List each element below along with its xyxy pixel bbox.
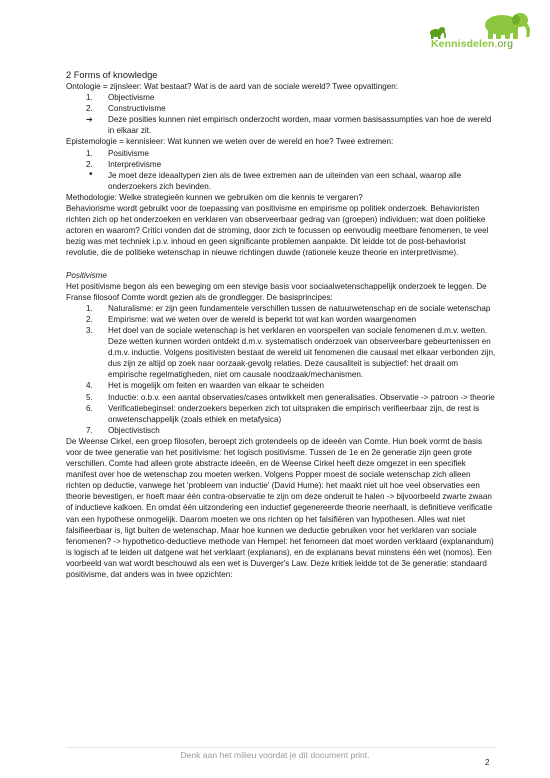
list-item-text: Objectivistisch xyxy=(108,425,160,435)
kennisdelen-logo xyxy=(418,12,536,56)
logo-brand-text: Kennisdelen xyxy=(431,38,495,50)
list-item-text: Positivisme xyxy=(108,148,149,158)
list-item xyxy=(66,114,496,136)
epistemologie-intro: Epistemologie = kennisleer: Wat kunnen we weten over de wereld en hoe? Twee extremen: xyxy=(66,137,394,147)
section-heading: 2 Forms of knowledge xyxy=(66,70,158,80)
list-item-text: Deze posities kunnen niet empirisch onderzocht worden, maar vormen basisassumpties van hoe de wereld in elkaar zit. xyxy=(108,115,492,136)
logo-brand-suffix: .org xyxy=(494,38,514,50)
list-marker: 4. xyxy=(86,381,93,391)
list-marker: 2. xyxy=(86,159,93,169)
list-item xyxy=(66,403,496,425)
document-body xyxy=(66,69,496,580)
list-item xyxy=(66,314,496,325)
list-item xyxy=(66,92,496,103)
list-marker: 1. xyxy=(86,148,93,158)
list-marker: 1. xyxy=(86,303,93,313)
list-marker: 3. xyxy=(86,325,93,335)
list-item-text: Verificatiebeginsel: onderzoekers beperken zich tot uitspraken die empirisch verifieerbaar zijn, de rest is onwetenschappelijk (zoals ethiek en metafysica) xyxy=(108,403,480,424)
list-item xyxy=(66,103,496,114)
list-marker: 7. xyxy=(86,425,93,435)
list-item-text: Interpretivisme xyxy=(108,159,162,169)
list-item-text: Je moet deze ideaaltypen zien als de twee extremen aan de uiteinden van een schaal, waarop alle onderzoekers zich bevinden. xyxy=(108,170,462,191)
arrow-icon: ➔ xyxy=(86,115,93,125)
list-item xyxy=(66,159,496,170)
list-item xyxy=(66,170,496,192)
page-number: 2 xyxy=(485,758,490,767)
methodologie-intro: Methodologie: Welke strategieën kunnen we gebruiken om die kennis te vergaren? xyxy=(66,192,363,202)
logo-wordmark xyxy=(431,38,513,50)
paragraph-gap xyxy=(66,259,496,270)
list-item-text: Naturalisme: er zijn geen fundamentele verschillen tussen de natuurwetenschap en de sociale wetenschap xyxy=(108,303,491,313)
list-item-text: Empirisme: wat we weten over de wereld is beperkt tot wat kan worden waargenomen xyxy=(108,314,417,324)
footer-divider xyxy=(66,747,496,748)
list-item-text: Inductie: o.b.v. een aantal observaties/cases ontwikkelt men generalisaties. Observatie -> patroon -> theorie xyxy=(108,392,495,402)
list-item-text: Het is mogelijk om feiten en waarden van elkaar te scheiden xyxy=(108,381,324,391)
list-item xyxy=(66,380,496,391)
positivisme-list xyxy=(66,303,496,436)
list-item-text: Het doel van de sociale wetenschap is het verklaren en voorspellen van sociale fenomenen d.m.v. wetten. Deze wetten kunnen worden ontdekt d.m.v. systematisch onderzoek van observeerbare gebeurtenissen en d.m.v. inductie. Volgens positivisten bestaat de wereld uit fenomenen die causaal met elkaar verbonden zijn, dus zijn ze altijd op zoek naar oorzaak-gevolg relaties. Deze causaliteit is subjectief: het draait om empirische regelmatigheden, niet om causale noodzaak/mechanismen. xyxy=(108,325,496,380)
list-marker: 6. xyxy=(86,403,93,413)
epistemologie-list xyxy=(66,148,496,192)
list-item xyxy=(66,303,496,314)
positivisme-subheading: Positivisme xyxy=(66,270,107,280)
list-marker: 2. xyxy=(86,104,93,114)
list-item xyxy=(66,392,496,403)
methodologie-body: Behaviorisme wordt gebruikt voor de toepassing van positivisme en empirisme op politiek onderzoek. Behavioristen richten zich op het onderzoeken en verklaren van observeerbaar gedrag van (groepen) individuen; wat doen politieke actoren en waarom? Critici vonden dat de stroming, door zich te focussen op eenvoudig meetbare fenomenen, te veel bezig was met techniek i.p.v. inhoud en geen significante problemen aanpakte. Dit leidde tot de post-behaviorist revolutie, die de politieke wetenschap in nieuwe richtingen duwde (rationele keuze theorie en interpretivisme). xyxy=(66,204,489,258)
ontologie-list xyxy=(66,92,496,136)
bullet-icon: • xyxy=(89,168,93,180)
list-item-text: Objectivisme xyxy=(108,93,155,103)
weense-cirkel-paragraph: De Weense Cirkel, een groep filosofen, beroept zich grotendeels op de ideeën van Comte. Hun boek vormt de basis voor de twee generatie van het positivisme: het logisch positivisme. Tussen de 1e en 2e generatie zijn geen grote verschillen. Comte had alleen grote abstracte ideeën, en de Weense Cirkel heeft deze omgezet in een specifiek manifest over hoe de wetenschap zou moeten werken. Volgens Popper moest de sociale wetenschap zich alleen richten op deductie, vanwege het 'probleem van inductie' (David Hume): het maakt niet uit hoe veel observaties een theorie bevestigen, er hoeft maar één contra-observatie te zijn om deze onderuit te halen -> bijvoorbeeld zwarte zwaan of inductieve kalkoen. En omdat één uitzondering een inductief gegenereerde theorie neerhaalt, is definitieve verificatie van een hypothese onmogelijk. Daarom moeten we ons richten op het falsifiëren van hypothesen. Alles wat niet falsifieerbaar is, ligt buiten de wetenschap. Maar hoe kunnen we deductie gebruiken voor het verklaren van sociale fenomenen? -> hypothetico-deductieve methode van Hempel: het fenomeen dat moet worden verklaard (explanandum) is logisch af te leiden uit datgene wat het verklaart (explanans), en de explanans bevat minstens één wet (nomos). Een voorbeeld van wat wordt beschouwd als een wet is Duverger's Law. Deze kritiek leidde tot de 3e generatie: standaard positivisme, dat anders was in twee opzichten: xyxy=(66,436,494,580)
list-item xyxy=(66,325,496,380)
footer-note: Denk aan het milieu voordat je dit document print. xyxy=(180,750,370,760)
list-marker: 5. xyxy=(86,392,93,402)
list-item xyxy=(66,425,496,436)
list-marker: 1. xyxy=(86,93,93,103)
list-marker: 2. xyxy=(86,314,93,324)
ontologie-intro: Ontologie = zijnsleer: Wat bestaat? Wat is de aard van de sociale wereld? Twee opvattingen: xyxy=(66,82,398,91)
list-item xyxy=(66,148,496,159)
positivisme-intro: Het positivisme begon als een beweging om een stevige basis voor sociaalwetenschappelijk onderzoek te leggen. De Franse filosoof Comte wordt gezien als de grondlegger. De basisprincipes: xyxy=(66,281,487,302)
list-item-text: Constructivisme xyxy=(108,104,166,114)
